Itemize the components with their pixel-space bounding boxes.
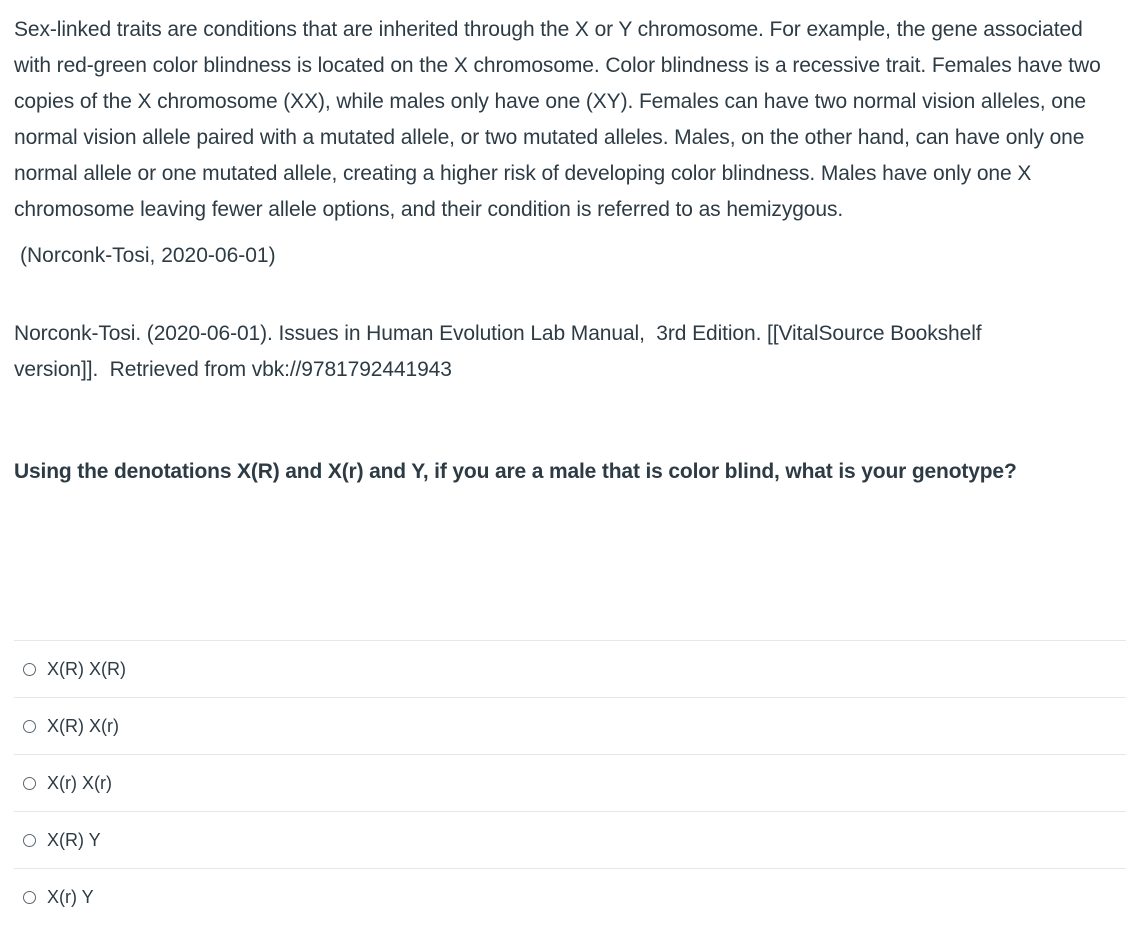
reference-line-2: version]]. Retrieved from vbk://9781792441943 — [14, 358, 452, 381]
question-passage: Sex-linked traits are conditions that are inherited through the X or Y chromosome. For example, the gene associated with red-green color blindness is located on the X chromosome. Color blindness is a recessive trait. Females have two copies of the X chromosome (XX), while males only have one (XY). Females can have two normal vision alleles, one normal vision allele paired with a mutated allele, or two mutated alleles. Males, on the other hand, can have only one normal allele or one mutated allele, creating a higher risk of developing color blindness. Males have only one X chromosome leaving fewer allele options, and their condition is referred to as hemizygous. — [14, 18, 1101, 221]
reference-citation — [14, 316, 1114, 388]
radio-button-icon[interactable] — [23, 720, 36, 733]
answer-label: X(r) Y — [47, 887, 94, 907]
answer-option-2[interactable] — [14, 698, 1126, 755]
radio-button-icon[interactable] — [23, 663, 36, 676]
question-prompt: Using the denotations X(R) and X(r) and Y, if you are a male that is color blind, what is your genotype? — [14, 460, 1017, 483]
answer-option-3[interactable] — [14, 755, 1126, 812]
answer-option-4[interactable] — [14, 812, 1126, 869]
answer-label: X(r) X(r) — [47, 773, 112, 793]
question-body — [14, 12, 1114, 486]
radio-button-icon[interactable] — [23, 777, 36, 790]
reference-line-1: Norconk-Tosi. (2020-06-01). Issues in Human Evolution Lab Manual, 3rd Edition. [[VitalSource Bookshelf — [14, 322, 982, 345]
radio-button-icon[interactable] — [23, 891, 36, 904]
answer-label: X(R) Y — [47, 830, 101, 850]
answer-option-1[interactable] — [14, 641, 1126, 698]
answer-label: X(R) X(R) — [47, 659, 126, 679]
inline-citation: (Norconk-Tosi, 2020-06-01) — [20, 244, 276, 267]
answer-list — [14, 640, 1126, 925]
answer-option-5[interactable] — [14, 869, 1126, 925]
radio-button-icon[interactable] — [23, 834, 36, 847]
answer-label: X(R) X(r) — [47, 716, 119, 736]
